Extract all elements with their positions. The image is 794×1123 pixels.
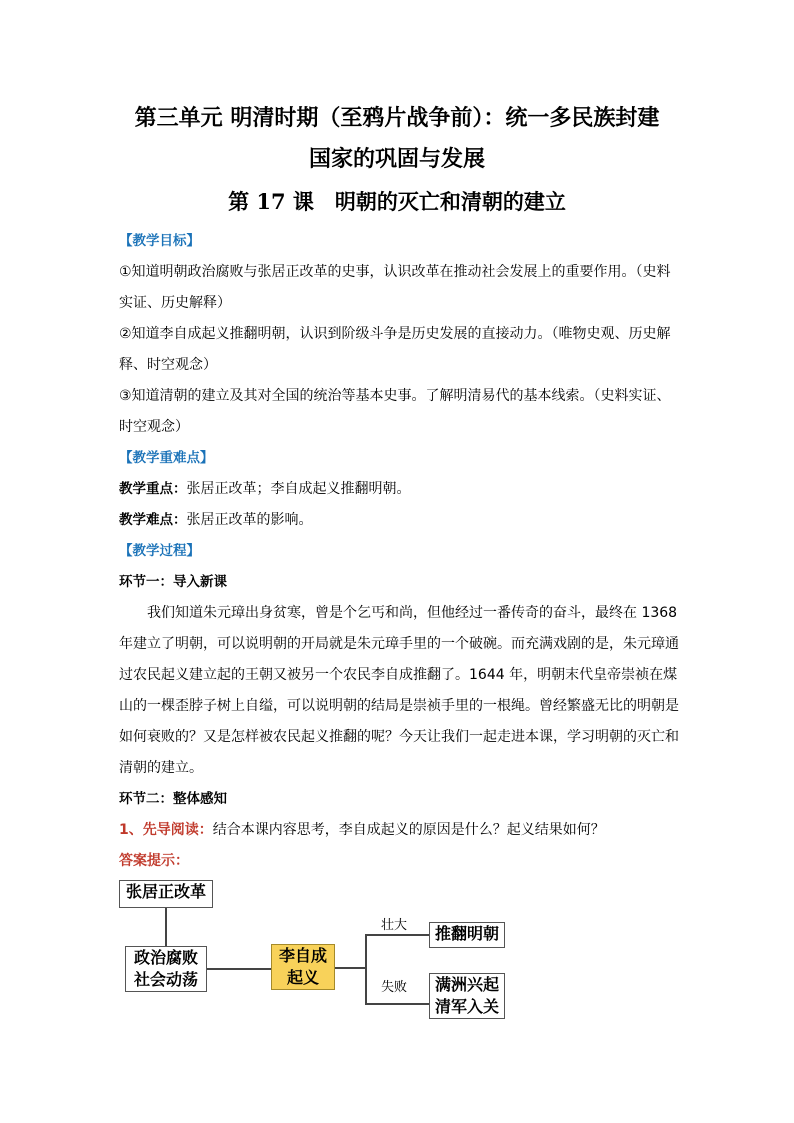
unit-title: 第三单元 明清时期（至鸦片战争前）：统一多民族封建 <box>134 105 660 131</box>
goal-line: 释、时空观念） <box>119 357 217 373</box>
key-point-text: 张居正改革；李自成起义推翻明朝。 <box>186 481 411 497</box>
diagram-box-reform: 张居正改革 <box>119 880 213 908</box>
answer-label: 答案提示： <box>119 853 189 869</box>
connector-line <box>207 968 271 970</box>
diagram-box-text: 起义 <box>286 968 319 987</box>
process-heading: 【教学过程】 <box>119 543 200 559</box>
label-grow: 壮大 <box>381 918 408 933</box>
diagram-box-causes <box>125 946 207 992</box>
diagram-box-text: 李自成 <box>278 946 327 965</box>
intro-line: 我们知道朱元璋出身贫寒，曾是个乞丐和尚，但他经过一番传奇的奋斗，最终在 1368 <box>147 605 678 621</box>
goal-line: ②知道李自成起义推翻明朝，认识到阶级斗争是历史发展的直接动力。（唯物史观、历史解 <box>119 326 671 342</box>
diagram-box-text: 满洲兴起 <box>434 975 499 994</box>
diagram-box-text: 政治腐败 <box>133 948 198 967</box>
goal-line: 时空观念） <box>119 419 189 435</box>
preread-label: 1、先导阅读： <box>119 822 213 838</box>
connector-line <box>365 934 429 936</box>
key-point <box>119 474 687 505</box>
goals-section <box>119 226 687 877</box>
diagram-box-qing <box>429 973 505 1019</box>
step2-heading: 环节二：整体感知 <box>119 791 227 807</box>
step1-heading: 环节一：导入新课 <box>119 574 227 590</box>
connector-line <box>335 967 365 969</box>
connector-line <box>165 908 167 946</box>
goals-heading: 【教学目标】 <box>119 233 200 249</box>
label-fail: 失败 <box>381 980 408 995</box>
preread-text: 结合本课内容思考，李自成起义的原因是什么？起义结果如何？ <box>212 822 605 838</box>
intro-line: 年建立了明朝，可以说明朝的开局就是朱元璋手里的一个破碗。而充满戏剧的是，朱元璋通 <box>119 636 679 652</box>
intro-line: 如何衰败的？又是怎样被农民起义推翻的呢？今天让我们一起走进本课，学习明朝的灭亡和 <box>119 729 679 745</box>
intro-line: 清朝的建立。 <box>119 760 203 776</box>
intro-line: 山的一棵歪脖子树上自缢，可以说明朝的结局是崇祯手里的一根绳。曾经繁盛无比的明朝是 <box>119 698 679 714</box>
diagram-box-text: 清军入关 <box>434 997 499 1016</box>
lesson-title: 第 17 课 明朝的灭亡和清朝的建立 <box>228 189 566 214</box>
key-heading: 【教学重难点】 <box>119 450 214 466</box>
key-point-label: 教学重点： <box>119 481 187 497</box>
diagram-box-text: 社会动荡 <box>133 970 198 989</box>
connector-line <box>365 1003 429 1005</box>
connector-line <box>365 934 367 1004</box>
difficulty-label: 教学难点： <box>119 512 187 528</box>
goal-line: ①知道明朝政治腐败与张居正改革的史事，认识改革在推动社会发展上的重要作用。（史料 <box>119 264 671 280</box>
goal-line: ③知道清朝的建立及其对全国的统治等基本史事。了解明清易代的基本线索。（史料实证、 <box>119 388 671 404</box>
difficulty-text: 张居正改革的影响。 <box>186 512 313 528</box>
intro-line: 过农民起义建立起的王朝又被另一个农民李自成推翻了。1644 年，明朝末代皇帝崇祯在煤 <box>119 667 678 683</box>
goal-line: 实证、历史解释） <box>119 295 231 311</box>
unit-title-cont: 国家的巩固与发展 <box>308 146 485 172</box>
difficulty-point <box>119 505 687 536</box>
preread <box>119 815 687 846</box>
diagram-box-uprising <box>271 944 335 990</box>
diagram-box-overthrow: 推翻明朝 <box>429 922 505 948</box>
cause-effect-diagram <box>119 876 519 1026</box>
